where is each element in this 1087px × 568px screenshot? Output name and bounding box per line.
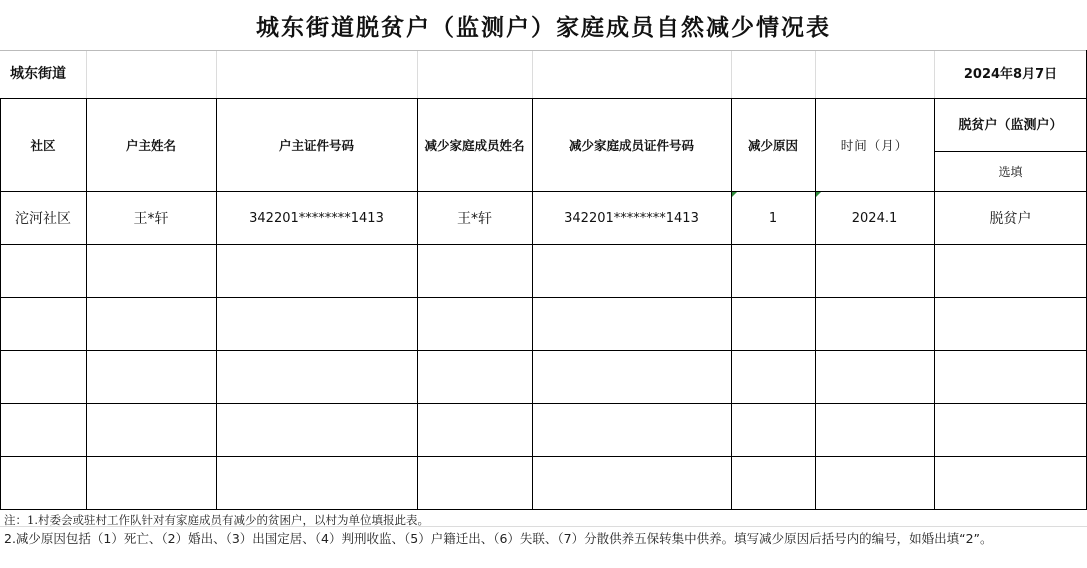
header-status: 脱贫户（监测户） [958,117,1063,133]
cell-owner-id[interactable]: 342201********1413 [249,210,384,226]
header-time: 时间（月） [840,138,909,153]
empty-row[interactable] [0,298,1087,350]
cell-time[interactable]: 2024.1 [851,210,898,226]
note-1: 注：1.村委会或驻村工作队针对有家庭成员有减少的贫困户，以村为单位填报此表。 [4,513,429,527]
street-name: 城东街道 [10,66,66,82]
header-status-optional: 选填 [998,165,1023,179]
report-date: 2024年8月7日 [963,67,1058,82]
cell-reason[interactable]: 1 [768,210,778,226]
empty-row[interactable] [0,404,1087,456]
header-member-name: 减少家庭成员姓名 [424,137,525,153]
cell-community[interactable]: 沱河社区 [15,211,71,227]
cell-member-name[interactable]: 王*轩 [457,211,492,227]
sheet-title: 城东街道脱贫户（监测户）家庭成员自然减少情况表 [256,13,831,41]
cell-owner-name[interactable]: 王*轩 [133,211,169,227]
empty-row[interactable] [0,457,1087,509]
header-member-id: 减少家庭成员证件号码 [568,137,694,153]
comment-marker-icon [816,192,821,197]
comment-marker-icon [732,192,737,197]
header-reason: 减少原因 [747,137,798,153]
cell-member-id[interactable]: 342201********1413 [564,210,699,226]
header-community: 社区 [30,137,56,153]
cell-status[interactable]: 脱贫户 [989,211,1032,227]
empty-row[interactable] [0,245,1087,297]
header-owner-name: 户主姓名 [125,137,176,153]
empty-row[interactable] [0,351,1087,403]
header-owner-id: 户主证件号码 [278,137,354,153]
note-2: 2.减少原因包括（1）死亡、（2）婚出、（3）出国定居、（4）判刑收监、（5）户籍迁出、（6）失联、（7）分散供养五保转集中供养。填写减少原因后括号内的编号，如婚出填“2”。 [4,531,993,546]
